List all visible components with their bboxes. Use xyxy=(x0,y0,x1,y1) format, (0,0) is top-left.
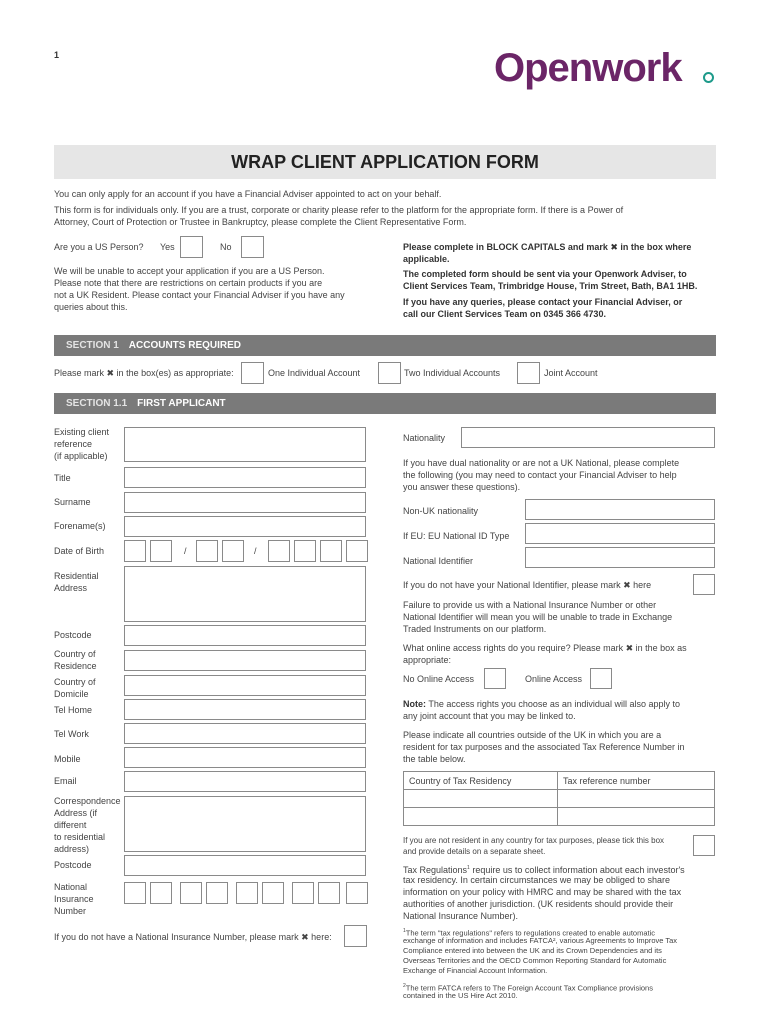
postcode-label: Postcode xyxy=(54,630,92,640)
dual-nationality-line-1: If you have dual nationality or are not a UK National, please complete xyxy=(403,458,680,468)
table-row xyxy=(404,790,715,808)
page-number: 1 xyxy=(54,50,60,60)
mobile-label: Mobile xyxy=(54,754,81,764)
title-input[interactable] xyxy=(124,467,366,488)
ni-char-6[interactable] xyxy=(262,882,284,904)
joint-account-checkbox[interactable] xyxy=(517,362,540,384)
accounts-prompt: Please mark ✖ in the box(es) as appropriate: xyxy=(54,368,234,378)
tax-country-cell[interactable] xyxy=(404,808,558,826)
section-1-1-title xyxy=(66,393,226,414)
tax-regulations-text: require us to collect information about each investor's xyxy=(469,865,685,875)
tax-country-cell[interactable] xyxy=(404,790,558,808)
note-label: Note: xyxy=(403,699,426,709)
tax-regulations-line-5: National Insurance Number). xyxy=(403,911,519,921)
national-id-label: National Identifier xyxy=(403,556,474,566)
dob-year-digit-1[interactable] xyxy=(268,540,290,562)
mobile-input[interactable] xyxy=(124,747,366,768)
dob-month-digit-2[interactable] xyxy=(222,540,244,562)
ni-char-3[interactable] xyxy=(180,882,202,904)
corr-postcode-label: Postcode xyxy=(54,860,92,870)
tax-ref-cell[interactable] xyxy=(558,790,715,808)
ni-char-5[interactable] xyxy=(236,882,258,904)
eu-id-type-input[interactable] xyxy=(525,523,715,544)
table-header-row xyxy=(404,772,715,790)
tax-residency-table xyxy=(403,771,715,826)
dob-year-digit-2[interactable] xyxy=(294,540,316,562)
ni-char-8[interactable] xyxy=(318,882,340,904)
footnote-1-line-5: Exchange of Financial Account Information. xyxy=(403,966,548,975)
intro-paragraph-2a: This form is for individuals only. If you are a trust, corporate or charity please refer to the platform for the appropriate form. If there is a Power of xyxy=(54,205,624,215)
eu-id-type-label: If EU: EU National ID Type xyxy=(403,531,510,541)
national-id-input[interactable] xyxy=(525,547,715,568)
tax-regulations-line-3: information on your policy with HMRC and may be shared with the tax xyxy=(403,887,682,897)
country-of-domicile-input[interactable] xyxy=(124,675,366,696)
no-ni-checkbox[interactable] xyxy=(344,925,367,947)
dob-year-digit-3[interactable] xyxy=(320,540,342,562)
instructions-line-2: applicable. xyxy=(403,254,450,264)
ni-char-2[interactable] xyxy=(150,882,172,904)
online-access-line-1: What online access rights do you require? Please mark ✖ in the box as xyxy=(403,643,687,653)
section-1-number: SECTION 1 xyxy=(66,340,119,351)
ni-char-1[interactable] xyxy=(124,882,146,904)
tax-ref-cell[interactable] xyxy=(558,808,715,826)
footnote-1-text: The term "tax regulations" refers to regulations created to enable automatic xyxy=(405,928,655,938)
existing-ref-label-1: Existing client xyxy=(54,427,110,437)
not-resident-line-2: and provide details on a separate sheet. xyxy=(403,847,546,856)
us-warning-line-3: not a UK Resident. Please contact your Financial Adviser if you have any xyxy=(54,290,345,300)
title-label: Title xyxy=(54,473,71,483)
no-online-access-checkbox[interactable] xyxy=(484,668,506,689)
intro-paragraph-2b: Attorney, Court of Protection or Trustee in Bankruptcy, please complete the Client Representative Form. xyxy=(54,217,467,227)
footnote-2-marker: 2 xyxy=(403,983,406,989)
footnote-2-line-2: contained in the US Hire Act 2010. xyxy=(403,991,518,1000)
domicile-label-1: Country of xyxy=(54,677,96,687)
email-input[interactable] xyxy=(124,771,366,792)
footnote-1-marker: 1 xyxy=(403,928,406,934)
no-ni-label: If you do not have a National Insurance Number, please mark ✖ here: xyxy=(54,932,332,942)
postcode-input[interactable] xyxy=(124,625,366,646)
not-resident-line-1: If you are not resident in any country for tax purposes, please tick this box xyxy=(403,836,665,845)
dob-day-digit-2[interactable] xyxy=(150,540,172,562)
corr-postcode-input[interactable] xyxy=(124,855,366,876)
tel-work-input[interactable] xyxy=(124,723,366,744)
forenames-input[interactable] xyxy=(124,516,366,537)
tax-regulations-line-2: tax residency. In certain circumstances we may be obliged to share xyxy=(403,875,670,885)
failure-line-2: National Identifier will mean you will be unable to trade in Exchange xyxy=(403,612,673,622)
country-of-residence-input[interactable] xyxy=(124,650,366,671)
footnote-marker-1: 1 xyxy=(467,865,470,871)
dob-day-digit-1[interactable] xyxy=(124,540,146,562)
intro-paragraph-1: You can only apply for an account if you have a Financial Adviser appointed to act on your behalf. xyxy=(54,189,442,199)
footnote-2-text: The term FATCA refers to The Foreign Account Tax Compliance provisions xyxy=(405,983,653,993)
online-access-checkbox[interactable] xyxy=(590,668,612,689)
us-person-yes-label: Yes xyxy=(160,242,175,252)
us-person-no-checkbox[interactable] xyxy=(241,236,264,258)
dob-year-digit-4[interactable] xyxy=(346,540,368,562)
us-person-yes-checkbox[interactable] xyxy=(180,236,203,258)
corr-address-label-5: address) xyxy=(54,844,90,854)
us-person-question: Are you a US Person? xyxy=(54,242,144,252)
two-individual-accounts-label: Two Individual Accounts xyxy=(404,368,501,378)
dob-month-digit-1[interactable] xyxy=(196,540,218,562)
not-resident-checkbox[interactable] xyxy=(693,835,715,856)
section-1-label: ACCOUNTS REQUIRED xyxy=(128,340,242,351)
tax-residency-line-3: the table below. xyxy=(403,754,466,764)
tax-regulations-line-4: authorities of another jurisdiction. (UK residents should provide their xyxy=(403,899,674,909)
no-national-id-label: If you do not have your National Identifier, please mark ✖ here xyxy=(403,580,652,590)
tax-regulations-term: Tax Regulations xyxy=(403,865,468,875)
email-label: Email xyxy=(54,776,77,786)
address-label-1: Residential xyxy=(54,571,99,581)
tel-home-input[interactable] xyxy=(124,699,366,720)
us-warning-line-1: We will be unable to accept your application if you are a US Person. xyxy=(54,266,325,276)
footnote-1-line-3: Compliance entered into between the UK and its Crown Dependencies and its xyxy=(403,946,662,955)
address-label-2: Address xyxy=(54,583,88,593)
nationality-label: Nationality xyxy=(403,433,446,443)
corr-address-label-4: to residential xyxy=(54,832,106,842)
instructions-line-5: If you have any queries, please contact your Financial Adviser, or xyxy=(403,297,683,307)
ni-label-3: Number xyxy=(54,906,87,916)
forenames-label: Forename(s) xyxy=(54,521,106,531)
dob-separator-2: / xyxy=(254,546,257,556)
ni-label-2: Insurance xyxy=(54,894,94,904)
residence-label-2: Residence xyxy=(54,661,97,671)
form-title: WRAP CLIENT APPLICATION FORM xyxy=(231,152,539,172)
non-uk-nationality-label: Non-UK nationality xyxy=(403,506,479,516)
table-row xyxy=(404,808,715,826)
instructions-line-4: Client Services Team, Trimbridge House, Trim Street, Bath, BA1 1HB. xyxy=(403,281,698,291)
joint-account-label: Joint Account xyxy=(544,368,598,378)
logo-dot-icon xyxy=(703,72,714,83)
instructions-line-3: The completed form should be sent via your Openwork Adviser, to xyxy=(403,269,687,279)
section-1-1-label: FIRST APPLICANT xyxy=(137,398,226,409)
failure-line-3: Traded Instruments on our platform. xyxy=(403,624,547,634)
surname-input[interactable] xyxy=(124,492,366,513)
existing-ref-label-3: (if applicable) xyxy=(54,451,108,461)
online-access-label: Online Access xyxy=(525,674,583,684)
correspondence-address-input[interactable] xyxy=(124,796,366,852)
tax-residency-line-2: resident for tax purposes and the associated Tax Reference Number in xyxy=(403,742,685,752)
dual-nationality-line-3: you answer these questions). xyxy=(403,482,521,492)
us-warning-line-4: queries about this. xyxy=(54,302,128,312)
us-person-no-label: No xyxy=(220,242,232,252)
corr-address-label-2: Address (if xyxy=(54,808,98,818)
tax-residency-line-1: Please indicate all countries outside of the UK in which you are a xyxy=(403,730,662,740)
tax-ref-header: Tax reference number xyxy=(558,772,715,790)
residence-label-1: Country of xyxy=(54,649,96,659)
footnote-1-line-2: exchange of information and includes FATCA², various Agreements to Improve Tax xyxy=(403,936,678,945)
tel-work-label: Tel Work xyxy=(54,729,89,739)
section-1-title xyxy=(66,335,241,356)
note-text: The access rights you choose as an individual will also apply to xyxy=(426,699,680,709)
openwork-logo: Openwork xyxy=(494,46,682,90)
corr-address-label-1: Correspondence xyxy=(54,796,121,806)
surname-label: Surname xyxy=(54,497,91,507)
existing-ref-input[interactable] xyxy=(124,427,366,462)
section-1-1-number: SECTION 1.1 xyxy=(66,398,128,409)
note-line-2: any joint account that you may be linked to. xyxy=(403,711,576,721)
ni-char-9[interactable] xyxy=(346,882,368,904)
note-line-1 xyxy=(403,698,680,710)
one-individual-account-label: One Individual Account xyxy=(268,368,361,378)
residential-address-input[interactable] xyxy=(124,566,366,622)
ni-label-1: National xyxy=(54,882,88,892)
failure-line-1: Failure to provide us with a National Insurance Number or other xyxy=(403,600,657,610)
footnote-1-line-4: Overseas Territories and the OECD Common Reporting Standard for Automatic xyxy=(403,956,667,965)
instructions-line-6: call our Client Services Team on 0345 366 4730. xyxy=(403,309,606,319)
existing-ref-label-2: reference xyxy=(54,439,93,449)
instructions-line-1: Please complete in BLOCK CAPITALS and mark ✖ in the box where xyxy=(403,242,692,252)
online-access-line-2: appropriate: xyxy=(403,655,452,665)
tel-home-label: Tel Home xyxy=(54,705,93,715)
no-national-id-checkbox[interactable] xyxy=(693,574,715,595)
domicile-label-2: Domicile xyxy=(54,689,89,699)
corr-address-label-3: different xyxy=(54,820,87,830)
tax-country-header: Country of Tax Residency xyxy=(404,772,558,790)
dob-separator-1: / xyxy=(184,546,187,556)
no-online-access-label: No Online Access xyxy=(403,674,475,684)
ni-char-7[interactable] xyxy=(292,882,314,904)
non-uk-nationality-input[interactable] xyxy=(525,499,715,520)
us-warning-line-2: Please note that there are restrictions on certain products if you are xyxy=(54,278,323,288)
ni-char-4[interactable] xyxy=(206,882,228,904)
dual-nationality-line-2: the following (you may need to contact your Financial Adviser to help xyxy=(403,470,677,480)
dob-label: Date of Birth xyxy=(54,546,105,556)
one-individual-account-checkbox[interactable] xyxy=(241,362,264,384)
two-individual-accounts-checkbox[interactable] xyxy=(378,362,401,384)
nationality-input[interactable] xyxy=(461,427,715,448)
